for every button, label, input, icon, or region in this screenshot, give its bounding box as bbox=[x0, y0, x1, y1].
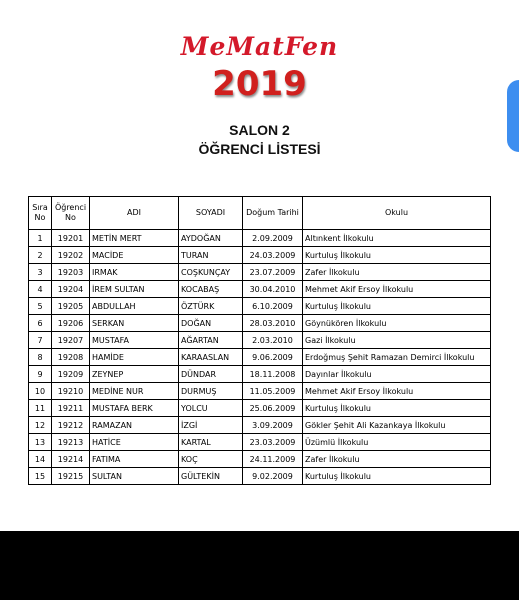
cell-soyadi: İZGİ bbox=[179, 417, 243, 434]
cell-soyadi: DOĞAN bbox=[179, 315, 243, 332]
cell-dogum-tarihi: 28.03.2010 bbox=[243, 315, 303, 332]
cell-okulu: Mehmet Akif Ersoy İlkokulu bbox=[303, 281, 491, 298]
cell-dogum-tarihi: 9.02.2009 bbox=[243, 468, 303, 485]
cell-soyadi: DURMUŞ bbox=[179, 383, 243, 400]
cell-sira: 3 bbox=[29, 264, 52, 281]
column-header-sira: Sıra No bbox=[29, 197, 52, 230]
cell-adi: ABDULLAH bbox=[90, 298, 179, 315]
table-row bbox=[29, 451, 491, 468]
cell-adi: METİN MERT bbox=[90, 230, 179, 247]
cell-ogrenci-no: 19206 bbox=[52, 315, 90, 332]
table-row bbox=[29, 247, 491, 264]
column-header-ogrenci-no: Öğrenci No bbox=[52, 197, 90, 230]
cell-okulu: Kurtuluş İlkokulu bbox=[303, 298, 491, 315]
table-row bbox=[29, 230, 491, 247]
cell-sira: 6 bbox=[29, 315, 52, 332]
bottom-bar bbox=[0, 531, 519, 600]
cell-sira: 11 bbox=[29, 400, 52, 417]
cell-dogum-tarihi: 23.03.2009 bbox=[243, 434, 303, 451]
list-title: ÖĞRENCİ LİSTESİ bbox=[198, 141, 321, 157]
cell-okulu: Göynükören İlkokulu bbox=[303, 315, 491, 332]
cell-sira: 10 bbox=[29, 383, 52, 400]
cell-soyadi: KARAASLAN bbox=[179, 349, 243, 366]
cell-adi: IRMAK bbox=[90, 264, 179, 281]
cell-soyadi: KOCABAŞ bbox=[179, 281, 243, 298]
cell-okulu: Kurtuluş İlkokulu bbox=[303, 400, 491, 417]
cell-ogrenci-no: 19215 bbox=[52, 468, 90, 485]
cell-ogrenci-no: 19208 bbox=[52, 349, 90, 366]
cell-adi: SERKAN bbox=[90, 315, 179, 332]
cell-ogrenci-no: 19209 bbox=[52, 366, 90, 383]
cell-ogrenci-no: 19202 bbox=[52, 247, 90, 264]
cell-soyadi: ÖZTÜRK bbox=[179, 298, 243, 315]
cell-okulu: Erdoğmuş Şehit Ramazan Demirci İlkokulu bbox=[303, 349, 491, 366]
cell-sira: 9 bbox=[29, 366, 52, 383]
cell-okulu: Kurtuluş İlkokulu bbox=[303, 247, 491, 264]
cell-okulu: Zafer İlkokulu bbox=[303, 264, 491, 281]
cell-dogum-tarihi: 9.06.2009 bbox=[243, 349, 303, 366]
cell-soyadi: YOLCU bbox=[179, 400, 243, 417]
table-row bbox=[29, 298, 491, 315]
cell-adi: HAMİDE bbox=[90, 349, 179, 366]
cell-okulu: Gökler Şehit Ali Kazankaya İlkokulu bbox=[303, 417, 491, 434]
cell-sira: 8 bbox=[29, 349, 52, 366]
cell-sira: 2 bbox=[29, 247, 52, 264]
cell-ogrenci-no: 19212 bbox=[52, 417, 90, 434]
cell-sira: 13 bbox=[29, 434, 52, 451]
cell-soyadi: GÜLTEKİN bbox=[179, 468, 243, 485]
cell-ogrenci-no: 19204 bbox=[52, 281, 90, 298]
cell-ogrenci-no: 19203 bbox=[52, 264, 90, 281]
cell-dogum-tarihi: 25.06.2009 bbox=[243, 400, 303, 417]
cell-adi: İREM SULTAN bbox=[90, 281, 179, 298]
cell-soyadi: KOÇ bbox=[179, 451, 243, 468]
cell-okulu: Mehmet Akif Ersoy İlkokulu bbox=[303, 383, 491, 400]
cell-adi: HATİCE bbox=[90, 434, 179, 451]
table-body bbox=[29, 230, 491, 485]
cell-adi: MUSTAFA BERK bbox=[90, 400, 179, 417]
table-row bbox=[29, 332, 491, 349]
cell-dogum-tarihi: 11.05.2009 bbox=[243, 383, 303, 400]
cell-okulu: Zafer İlkokulu bbox=[303, 451, 491, 468]
table-row bbox=[29, 281, 491, 298]
table-row bbox=[29, 468, 491, 485]
cell-dogum-tarihi: 2.09.2009 bbox=[243, 230, 303, 247]
table-row bbox=[29, 400, 491, 417]
cell-dogum-tarihi: 18.11.2008 bbox=[243, 366, 303, 383]
cell-okulu: Dayınlar İlkokulu bbox=[303, 366, 491, 383]
cell-soyadi: AĞARTAN bbox=[179, 332, 243, 349]
cell-sira: 7 bbox=[29, 332, 52, 349]
cell-soyadi: TURAN bbox=[179, 247, 243, 264]
cell-adi: MACİDE bbox=[90, 247, 179, 264]
cell-dogum-tarihi: 30.04.2010 bbox=[243, 281, 303, 298]
year-title: 2019 bbox=[212, 64, 307, 104]
cell-sira: 12 bbox=[29, 417, 52, 434]
cell-okulu: Altınkent İlkokulu bbox=[303, 230, 491, 247]
table-row bbox=[29, 315, 491, 332]
cell-adi: MUSTAFA bbox=[90, 332, 179, 349]
table-row bbox=[29, 349, 491, 366]
cell-okulu: Gazi İlkokulu bbox=[303, 332, 491, 349]
cell-soyadi: DÜNDAR bbox=[179, 366, 243, 383]
cell-dogum-tarihi: 23.07.2009 bbox=[243, 264, 303, 281]
cell-soyadi: AYDOĞAN bbox=[179, 230, 243, 247]
cell-sira: 15 bbox=[29, 468, 52, 485]
cell-ogrenci-no: 19213 bbox=[52, 434, 90, 451]
cell-dogum-tarihi: 2.03.2010 bbox=[243, 332, 303, 349]
cell-sira: 1 bbox=[29, 230, 52, 247]
cell-dogum-tarihi: 6.10.2009 bbox=[243, 298, 303, 315]
table-row bbox=[29, 366, 491, 383]
cell-adi: RAMAZAN bbox=[90, 417, 179, 434]
column-header-dogum-tarihi: Doğum Tarihi bbox=[243, 197, 303, 230]
table-row bbox=[29, 383, 491, 400]
side-panel-handle[interactable] bbox=[507, 80, 519, 152]
cell-dogum-tarihi: 3.09.2009 bbox=[243, 417, 303, 434]
column-header-okulu: Okulu bbox=[303, 197, 491, 230]
cell-sira: 14 bbox=[29, 451, 52, 468]
table-header-row bbox=[29, 197, 491, 230]
student-table bbox=[28, 196, 491, 485]
table-row bbox=[29, 417, 491, 434]
cell-ogrenci-no: 19205 bbox=[52, 298, 90, 315]
cell-soyadi: COŞKUNÇAY bbox=[179, 264, 243, 281]
cell-okulu: Kurtuluş İlkokulu bbox=[303, 468, 491, 485]
cell-sira: 5 bbox=[29, 298, 52, 315]
table-row bbox=[29, 434, 491, 451]
cell-sira: 4 bbox=[29, 281, 52, 298]
table-row bbox=[29, 264, 491, 281]
cell-ogrenci-no: 19214 bbox=[52, 451, 90, 468]
cell-okulu: Üzümlü İlkokulu bbox=[303, 434, 491, 451]
cell-ogrenci-no: 19211 bbox=[52, 400, 90, 417]
cell-soyadi: KARTAL bbox=[179, 434, 243, 451]
cell-ogrenci-no: 19210 bbox=[52, 383, 90, 400]
salon-title: SALON 2 bbox=[229, 122, 290, 138]
cell-adi: MEDİNE NUR bbox=[90, 383, 179, 400]
column-header-adi: ADI bbox=[90, 197, 179, 230]
column-header-soyadi: SOYADI bbox=[179, 197, 243, 230]
cell-adi: ZEYNEP bbox=[90, 366, 179, 383]
cell-ogrenci-no: 19207 bbox=[52, 332, 90, 349]
cell-adi: SULTAN bbox=[90, 468, 179, 485]
mematfen-logo: MeMatFen bbox=[180, 32, 339, 61]
cell-adi: FATIMA bbox=[90, 451, 179, 468]
cell-ogrenci-no: 19201 bbox=[52, 230, 90, 247]
cell-dogum-tarihi: 24.11.2009 bbox=[243, 451, 303, 468]
cell-dogum-tarihi: 24.03.2009 bbox=[243, 247, 303, 264]
